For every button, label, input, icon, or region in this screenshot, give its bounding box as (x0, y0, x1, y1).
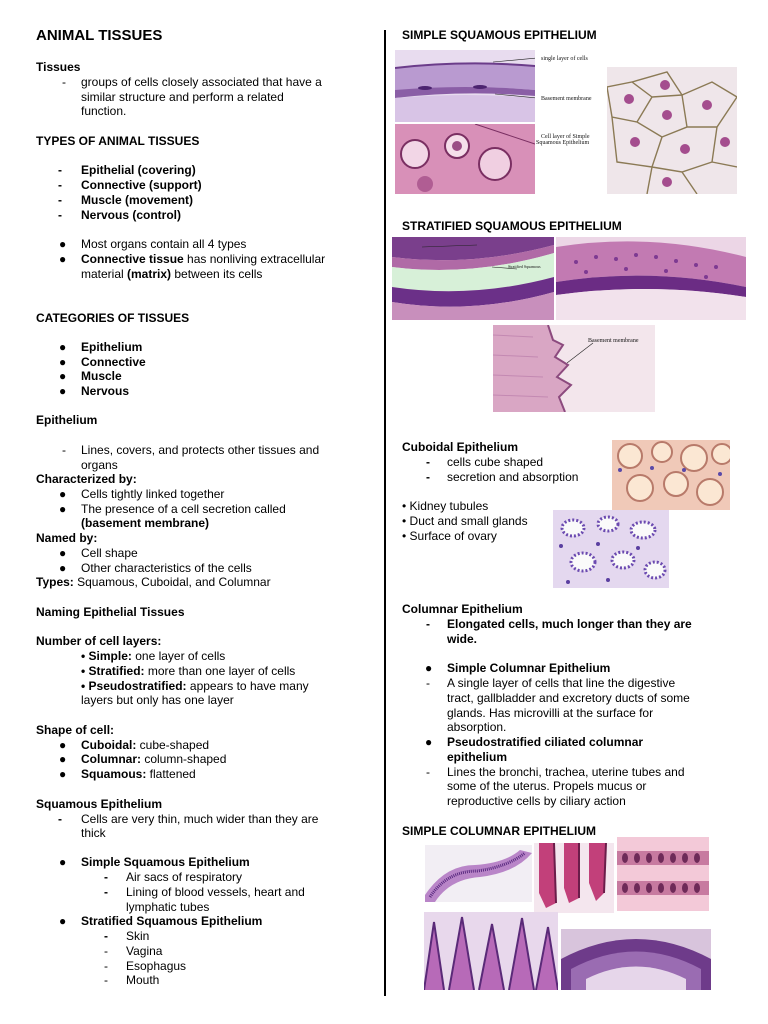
sce-heading: SIMPLE COLUMNAR EPITHELIUM (402, 824, 596, 838)
types-heading: TYPES OF ANIMAL TISSUES (36, 134, 200, 148)
st-item: Skin (126, 929, 150, 943)
dot-marker: ● (59, 502, 67, 516)
label-strat-basement-membrane: Basement membrane (588, 338, 639, 344)
dash-marker: - (58, 163, 62, 177)
layer-simple-label: • Simple: (81, 649, 132, 663)
col-pseudo-heading-cont: epithelium (447, 750, 508, 764)
named-1: Cell shape (81, 546, 138, 560)
cub-item: cells cube shaped (447, 455, 544, 469)
col-simple-heading: Simple Columnar Epithelium (447, 661, 611, 675)
dot-marker: ● (59, 384, 67, 398)
dash-marker: - (58, 178, 62, 192)
types-label: Types: (36, 575, 74, 589)
dot-marker: ● (59, 546, 67, 560)
dot-marker: ● (59, 914, 67, 928)
micrograph-cuboidal-gland (553, 510, 669, 588)
squ-def-2: thick (81, 826, 106, 840)
cub-loc: • Duct and small glands (402, 514, 528, 528)
char-2b: (basement membrane) (81, 516, 210, 530)
shape-squ-label: Squamous: (81, 767, 147, 781)
col-simple-desc: A single layer of cells that line the digestive (447, 676, 676, 690)
char-1: Cells tightly linked together (81, 487, 225, 501)
dot-marker: ● (59, 855, 67, 869)
char-2: The presence of a cell secretion called (81, 502, 286, 516)
ss-item-cont: lymphatic tubes (126, 900, 210, 914)
micrograph-simple-columnar-4 (424, 912, 558, 990)
dash-marker: - (104, 959, 108, 973)
category-item: Connective (81, 355, 146, 369)
note-1: Most organs contain all 4 types (81, 237, 247, 251)
ss-item: Air sacs of respiratory (126, 870, 243, 884)
named-2: Other characteristics of the cells (81, 561, 252, 575)
ss-item: Lining of blood vessels, heart and (126, 885, 305, 899)
tissues-def-1: groups of cells closely associated that have a (81, 75, 322, 89)
micrograph-simple-columnar-5 (561, 929, 711, 990)
layer-pseudo (81, 679, 309, 694)
category-item: Epithelium (81, 340, 143, 354)
dash-marker: - (104, 870, 108, 884)
st-item: Vagina (126, 944, 163, 958)
col-pseudo-desc: reproductive cells by ciliary action (447, 794, 626, 808)
dash-marker: - (62, 443, 66, 457)
epithelium-heading: Epithelium (36, 413, 98, 427)
type-item: Nervous (control) (81, 208, 182, 222)
dot-marker: ● (59, 252, 67, 266)
col-pseudo-desc: some of the uterus. Propels mucus or (447, 779, 647, 793)
shape-squ-text: flattened (146, 767, 196, 781)
shape-columnar (81, 752, 226, 767)
label-single-layer: single layer of cells (541, 56, 588, 62)
col-simple-desc: glands. Has microvilli at the surface for (447, 706, 654, 720)
categories-heading: CATEGORIES OF TISSUES (36, 311, 190, 325)
note-2-line2c: between its cells (171, 267, 263, 281)
st-item: Mouth (126, 973, 160, 987)
naming-heading: Naming Epithelial Tissues (36, 605, 185, 619)
col-def-1: Elongated cells, much longer than they are (447, 617, 692, 631)
shape-col-label: Columnar: (81, 752, 141, 766)
dot-marker: ● (59, 237, 67, 251)
shape-heading: Shape of cell: (36, 723, 115, 737)
cub-heading: Cuboidal Epithelium (402, 440, 518, 454)
dot-marker: ● (59, 355, 67, 369)
note-2-line2 (81, 267, 262, 282)
squ-def-1: Cells are very thin, much wider than they are (81, 812, 319, 826)
dash-marker: - (426, 617, 430, 631)
dash-marker: - (58, 812, 62, 826)
dash-marker: - (104, 929, 108, 943)
characterized-by: Characterized by: (36, 472, 137, 486)
dot-marker: ● (425, 735, 433, 749)
col-pseudo-heading: Pseudostratified ciliated columnar (447, 735, 644, 749)
layers-heading: Number of cell layers: (36, 634, 162, 648)
dash-marker: - (104, 973, 108, 987)
dash-marker: - (426, 470, 430, 484)
dot-marker: ● (59, 561, 67, 575)
layer-pseudo-2: layers but only has one layer (81, 693, 234, 707)
note-2-line2b: (matrix) (127, 267, 172, 281)
type-item: Muscle (movement) (81, 193, 194, 207)
micrograph-simple-columnar-3 (617, 837, 709, 911)
note-2-rest: has nonliving extracellular (183, 252, 326, 266)
category-item: Muscle (81, 369, 122, 383)
dash-marker: - (104, 885, 108, 899)
st-item: Esophagus (126, 959, 187, 973)
shape-squamous (81, 767, 196, 782)
layer-strat-text: more than one layer of cells (144, 664, 296, 678)
dash-marker: - (58, 193, 62, 207)
tissues-heading: Tissues (36, 60, 81, 74)
micrograph-stratified-squamous-1 (392, 237, 554, 320)
micrograph-squamous-surface (607, 67, 737, 194)
col-simple-desc: absorption. (447, 720, 507, 734)
shape-cuboidal (81, 738, 209, 753)
shape-cub-text: cube-shaped (136, 738, 210, 752)
dash-marker: - (62, 75, 66, 89)
cub-loc: • Kidney tubules (402, 499, 489, 513)
simple-squ-heading: Simple Squamous Epithelium (81, 855, 250, 869)
micrograph-simple-columnar-2 (534, 843, 614, 913)
layer-simple-text: one layer of cells (131, 649, 226, 663)
layer-simple (81, 649, 225, 664)
micrograph-stratified-squamous-2 (556, 237, 746, 320)
note-2-bold: Connective tissue (81, 252, 184, 266)
column-divider (384, 30, 386, 996)
types-line (36, 575, 271, 590)
dot-marker: ● (59, 738, 67, 752)
micrograph-cuboidal-kidney (612, 440, 730, 510)
type-item: Epithelial (covering) (81, 163, 196, 177)
page-title: ANIMAL TISSUES (36, 27, 163, 44)
label-basement-membrane: Basement membrane (541, 96, 592, 102)
dot-marker: ● (425, 661, 433, 675)
col-heading: Columnar Epithelium (402, 602, 523, 616)
label-stratified-squamous: Stratified Squamous (508, 264, 541, 269)
type-item: Connective (support) (81, 178, 202, 192)
micrograph-simple-columnar-1 (425, 845, 532, 902)
tissues-def-3: function. (81, 104, 127, 118)
label-squamous-epithelium: Squamous Epithelium (536, 140, 590, 146)
dot-marker: ● (59, 340, 67, 354)
dash-marker: - (426, 676, 430, 690)
strat-squ-heading: Stratified Squamous Epithelium (81, 914, 263, 928)
label-cell-layer-simple: Cell layer of Simple (541, 134, 590, 140)
col-simple-desc: tract, gallbladder and excretory ducts of some (447, 691, 690, 705)
category-item: Nervous (81, 384, 130, 398)
dash-marker: - (104, 944, 108, 958)
epi-def-1: Lines, covers, and protects other tissues and (81, 443, 320, 457)
sse-heading: SIMPLE SQUAMOUS EPITHELIUM (402, 28, 597, 42)
named-by: Named by: (36, 531, 98, 545)
col-pseudo-desc: Lines the bronchi, trachea, uterine tubes and (447, 765, 685, 779)
squamous-heading: Squamous Epithelium (36, 797, 163, 811)
dot-marker: ● (59, 767, 67, 781)
dot-marker: ● (59, 369, 67, 383)
layer-strat-label: • Stratified: (81, 664, 145, 678)
micrograph-simple-squamous-layer (395, 50, 535, 122)
cub-item: secretion and absorption (447, 470, 579, 484)
dash-marker: - (426, 765, 430, 779)
layer-pseudo-label: • Pseudostratified: (81, 679, 187, 693)
strat-heading: STRATIFIED SQUAMOUS EPITHELIUM (402, 219, 622, 233)
micrograph-simple-squamous-section (395, 124, 535, 194)
dot-marker: ● (59, 752, 67, 766)
layer-stratified (81, 664, 295, 679)
cub-loc: • Surface of ovary (402, 529, 497, 543)
tissues-def-2: similar structure and perform a related (81, 90, 284, 104)
note-2-line2a: material (81, 267, 128, 281)
dash-marker: - (426, 455, 430, 469)
layer-pseudo-text: appears to have many (186, 679, 309, 693)
shape-cub-label: Cuboidal: (81, 738, 137, 752)
shape-col-text: column-shaped (141, 752, 227, 766)
types-value: Squamous, Cuboidal, and Columnar (73, 575, 271, 589)
dash-marker: - (58, 208, 62, 222)
note-2 (81, 252, 325, 267)
dot-marker: ● (59, 487, 67, 501)
col-def-2: wide. (447, 632, 478, 646)
epi-def-2: organs (81, 458, 118, 472)
